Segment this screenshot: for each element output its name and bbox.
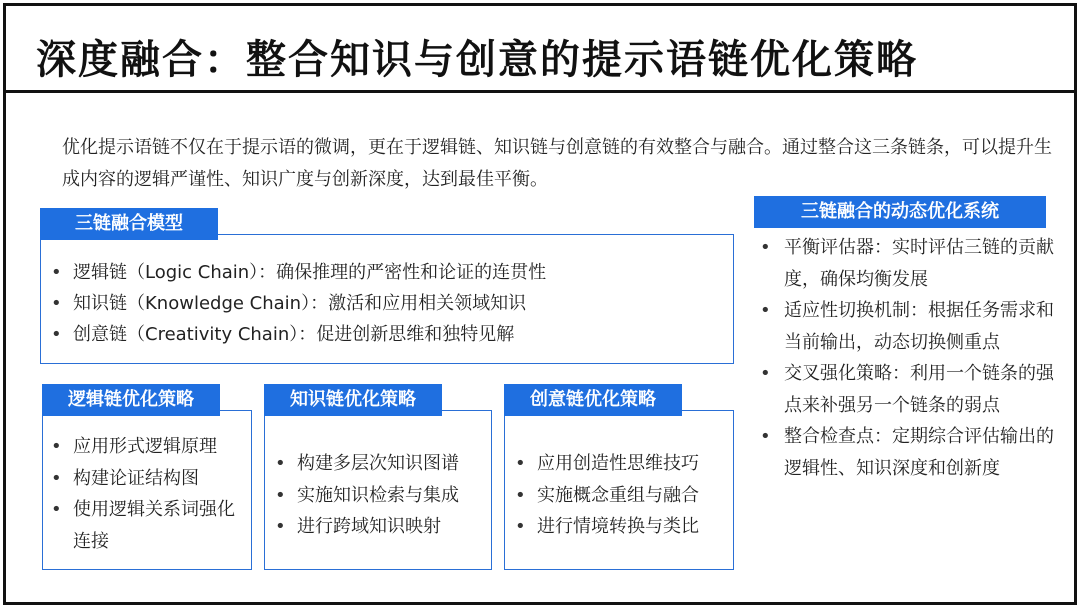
dynamic-system-heading: 三链融合的动态优化系统 (754, 196, 1046, 228)
list-item: • 平衡评估器：实时评估三链的贡献度，确保均衡发展 (754, 232, 1054, 295)
list-item: • 整合检查点：定期综合评估输出的逻辑性、知识深度和创新度 (754, 421, 1054, 484)
title-divider (6, 90, 1074, 93)
knowledge-strategy-heading: 知识链优化策略 (264, 384, 442, 416)
list-item: • 进行情境转换与类比 (511, 511, 699, 543)
list-item: • 使用逻辑关系词强化连接 (47, 494, 247, 557)
logic-list (47, 431, 247, 557)
slide (3, 3, 1077, 605)
intro-paragraph: 优化提示语链不仅在于提示语的微调，更在于逻辑链、知识链与创意链的有效整合与融合。通过整合这三条链条，可以提升生成内容的逻辑严谨性、知识广度与创新深度，达到最佳平衡。 (62, 137, 1052, 190)
list-item: • 应用创造性思维技巧 (511, 448, 699, 480)
list-item: • 构建多层次知识图谱 (271, 448, 459, 480)
logic-strategy-box (42, 410, 252, 570)
knowledge-strategy-box (264, 410, 492, 570)
model-heading: 三链融合模型 (40, 208, 218, 240)
list-item: • 适应性切换机制：根据任务需求和当前输出，动态切换侧重点 (754, 295, 1054, 358)
list-item: • 实施概念重组与融合 (511, 480, 699, 512)
creativity-strategy-heading: 创意链优化策略 (504, 384, 682, 416)
list-item: • 交叉强化策略：利用一个链条的强点来补强另一个链条的弱点 (754, 358, 1054, 421)
list-item: • 逻辑链（Logic Chain）：确保推理的严密性和论证的连贯性 (47, 257, 546, 288)
logic-strategy-heading: 逻辑链优化策略 (42, 384, 220, 416)
dynamic-system-list (754, 232, 1054, 484)
list-item: • 知识链（Knowledge Chain）：激活和应用相关领域知识 (47, 288, 546, 319)
list-item: • 构建论证结构图 (47, 463, 247, 495)
creativity-strategy-box (504, 410, 734, 570)
list-item: • 实施知识检索与集成 (271, 480, 459, 512)
list-item: • 进行跨域知识映射 (271, 511, 459, 543)
model-box (40, 234, 734, 364)
creativity-list (511, 448, 699, 543)
page-title: 深度融合：整合知识与创意的提示语链优化策略 (36, 37, 918, 83)
model-list (47, 257, 546, 350)
list-item: • 创意链（Creativity Chain）：促进创新思维和独特见解 (47, 319, 546, 350)
list-item: • 应用形式逻辑原理 (47, 431, 247, 463)
knowledge-list (271, 448, 459, 543)
